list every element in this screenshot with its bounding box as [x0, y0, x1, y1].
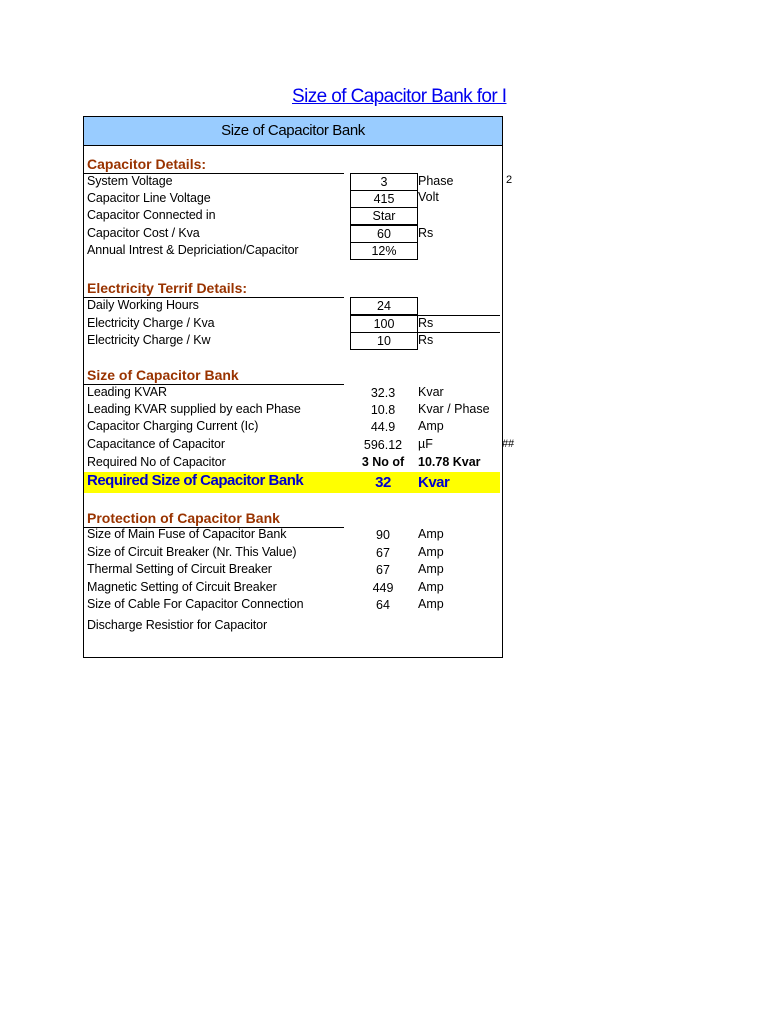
- row-label: Thermal Setting of Circuit Breaker: [87, 562, 272, 576]
- row-label: Required No of Capacitor: [87, 455, 226, 469]
- row-label: Size of Cable For Capacitor Connection: [87, 597, 304, 611]
- capacitor-details-heading: Capacitor Details:: [87, 156, 207, 172]
- row-value: 10.8: [370, 403, 396, 417]
- row-value: 64: [376, 598, 390, 612]
- row-label: Electricity Charge / Kw: [87, 333, 211, 347]
- overflow-mark: ##: [502, 438, 515, 450]
- side-note: 2: [506, 174, 513, 186]
- charge-kva-input[interactable]: 100: [350, 315, 418, 333]
- row-value: 67: [376, 563, 390, 577]
- row-value: 44.9: [370, 420, 396, 434]
- row-unit: Rs: [418, 333, 434, 347]
- row-label: Size of Circuit Breaker (Nr. This Value): [87, 545, 297, 559]
- row-label: Daily Working Hours: [87, 298, 199, 312]
- row-unit: Amp: [418, 419, 444, 433]
- working-hours-input[interactable]: 24: [350, 297, 418, 315]
- row-unit: Rs: [418, 226, 434, 240]
- system-voltage-input[interactable]: 3: [350, 173, 418, 191]
- row-value: 67: [376, 546, 390, 560]
- sheet-header: [84, 117, 502, 146]
- required-size-value: 32: [375, 474, 391, 491]
- protection-heading: Protection of Capacitor Bank: [87, 510, 280, 526]
- row-label: System Voltage: [87, 174, 173, 188]
- row-label: Electricity Charge / Kva: [87, 316, 215, 330]
- row-value: 32.3: [370, 386, 396, 400]
- row-unit: µF: [418, 437, 433, 451]
- row-label: Capacitor Charging Current (Ic): [87, 419, 259, 433]
- electricity-heading: Electricity Terrif Details:: [87, 280, 248, 296]
- sheet-header-label: Size of Capacitor Bank: [221, 122, 365, 139]
- row-value: 596.12: [363, 438, 403, 452]
- row-label: Leading KVAR supplied by each Phase: [87, 402, 301, 416]
- row-value: 449: [372, 581, 394, 595]
- row-unit: Phase: [418, 174, 454, 188]
- row-unit: Kvar: [418, 385, 444, 399]
- charge-kw-input[interactable]: 10: [350, 332, 418, 350]
- capacitor-cost-input[interactable]: 60: [350, 225, 418, 243]
- row-value: 90: [376, 528, 390, 542]
- cell-border: [416, 315, 500, 316]
- row-label: Leading KVAR: [87, 385, 167, 399]
- connection-type-input[interactable]: Star: [350, 207, 418, 225]
- row-unit: 10.78 Kvar: [418, 455, 481, 469]
- discharge-label: Discharge Resistior for Capacitor: [87, 618, 268, 632]
- row-unit: Amp: [418, 580, 444, 594]
- row-label: Size of Main Fuse of Capacitor Bank: [87, 527, 287, 541]
- row-unit: Volt: [418, 190, 439, 204]
- row-unit: Amp: [418, 562, 444, 576]
- row-label: Capacitor Cost / Kva: [87, 226, 200, 240]
- page-title[interactable]: Size of Capacitor Bank for I: [292, 86, 507, 107]
- row-unit: Amp: [418, 597, 444, 611]
- row-label: Capacitor Connected in: [87, 208, 216, 222]
- row-unit: Amp: [418, 527, 444, 541]
- row-label: Capacitor Line Voltage: [87, 191, 211, 205]
- row-unit: Amp: [418, 545, 444, 559]
- row-label: Annual Intrest & Depriciation/Capacitor: [87, 243, 299, 257]
- size-bank-heading: Size of Capacitor Bank: [87, 367, 239, 383]
- required-size-unit: Kvar: [418, 474, 450, 491]
- line-voltage-input[interactable]: 415: [350, 190, 418, 208]
- interest-input[interactable]: 12%: [350, 242, 418, 260]
- row-label: Magnetic Setting of Circuit Breaker: [87, 580, 277, 594]
- row-unit: Rs: [418, 316, 434, 330]
- row-label: Capacitance of Capacitor: [87, 437, 225, 451]
- row-unit: Kvar / Phase: [418, 402, 490, 416]
- required-size-label: Required Size of Capacitor Bank: [87, 472, 304, 489]
- row-value: 3 No of: [361, 455, 405, 469]
